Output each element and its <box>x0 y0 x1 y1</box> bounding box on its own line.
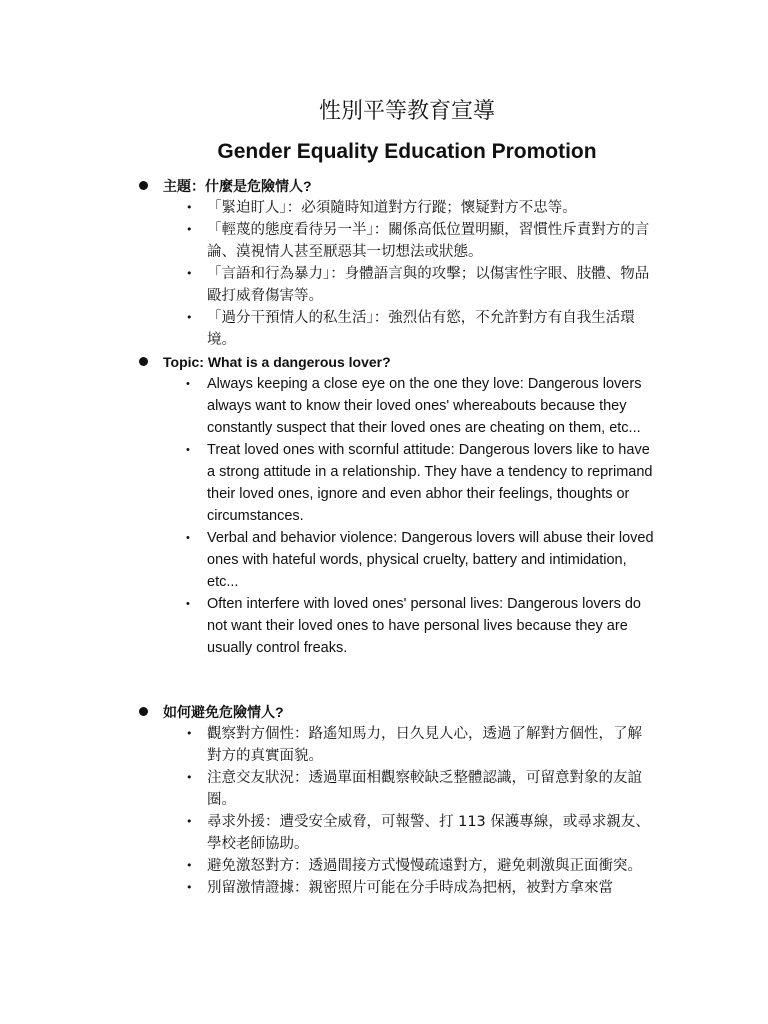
section-zh-avoid <box>0 701 768 899</box>
section-heading <box>0 351 768 373</box>
list-item: • Verbal and behavior violence: Dangerous lovers will abuse their loved ones with hateful words, physical cruelty, battery and intimidation, etc... <box>0 527 654 593</box>
bullet-dot-icon <box>139 357 148 366</box>
item-list <box>0 373 768 659</box>
small-bullet-icon: • <box>186 771 193 784</box>
list-item: • 避免激怒對方：透過間接方式慢慢疏遠對方，避免刺激與正面衝突。 <box>0 855 654 877</box>
section-zh-topic <box>0 175 768 351</box>
small-bullet-icon: • <box>186 444 190 456</box>
section-heading-text: 如何避免危險情人? <box>163 704 284 720</box>
small-bullet-icon: • <box>186 532 190 544</box>
list-item: • Often interfere with loved ones' personal lives: Dangerous lovers do not want their loved ones to have personal lives because they are usually control freaks. <box>0 593 654 659</box>
small-bullet-icon: • <box>186 223 193 236</box>
list-item: • 別留激情證據：親密照片可能在分手時成為把柄，被對方拿來當 <box>0 877 654 899</box>
list-item: • Always keeping a close eye on the one they love: Dangerous lovers always want to know their loved ones' whereabouts because they constantly suspect that their loved ones are cheating on them, etc... <box>0 373 654 439</box>
bullet-dot-icon <box>139 707 148 716</box>
section-heading <box>0 175 768 197</box>
small-bullet-icon: • <box>186 727 193 740</box>
section-heading <box>0 701 768 723</box>
bullet-dot-icon <box>139 181 148 190</box>
item-list <box>0 197 768 351</box>
small-bullet-icon: • <box>186 378 190 390</box>
small-bullet-icon: • <box>186 815 193 828</box>
small-bullet-icon: • <box>186 267 193 280</box>
small-bullet-icon: • <box>186 859 193 872</box>
small-bullet-icon: • <box>186 598 190 610</box>
list-item: • 觀察對方個性：路遙知馬力，日久見人心，透過了解對方個性，了解對方的真實面貌。 <box>0 723 654 767</box>
title-chinese: 性別平等教育宣導 <box>318 99 495 124</box>
small-bullet-icon: • <box>186 881 193 894</box>
small-bullet-icon: • <box>186 201 193 214</box>
list-item: • Treat loved ones with scornful attitude: Dangerous lovers like to have a strong attitude in a relationship. They have a tendency to reprimand their loved ones, ignore and even abhor their feelings, thoughts or circumstances. <box>0 439 654 527</box>
list-item: • 「輕蔑的態度看待另一半」：關係高低位置明顯，習慣性斥責對方的言論、漠視情人甚至厭惡其一切想法或狀態。 <box>0 219 654 263</box>
section-heading-text: 主題：什麼是危險情人? <box>163 178 312 194</box>
list-item: • 「緊迫盯人」：必須隨時知道對方行蹤；懷疑對方不忠等。 <box>0 197 654 219</box>
section-en-topic <box>0 351 768 659</box>
list-item: • 「過分干預情人的私生活」：強烈佔有慾，不允許對方有自我生活環境。 <box>0 307 654 351</box>
title-english: Gender Equality Education Promotion <box>217 140 597 163</box>
list-item: • 注意交友狀況：透過單面相觀察較缺乏整體認識，可留意對象的友誼圈。 <box>0 767 654 811</box>
list-item: • 尋求外援：遭受安全威脅，可報警、打 113 保護專線，或尋求親友、學校老師協助。 <box>0 811 654 855</box>
item-list <box>0 723 768 899</box>
small-bullet-icon: • <box>186 311 193 324</box>
list-item: • 「言語和行為暴力」：身體語言與的攻擊；以傷害性字眼、肢體、物品毆打威脅傷害等。 <box>0 263 654 307</box>
section-heading-text: Topic: What is a dangerous lover? <box>163 354 391 370</box>
